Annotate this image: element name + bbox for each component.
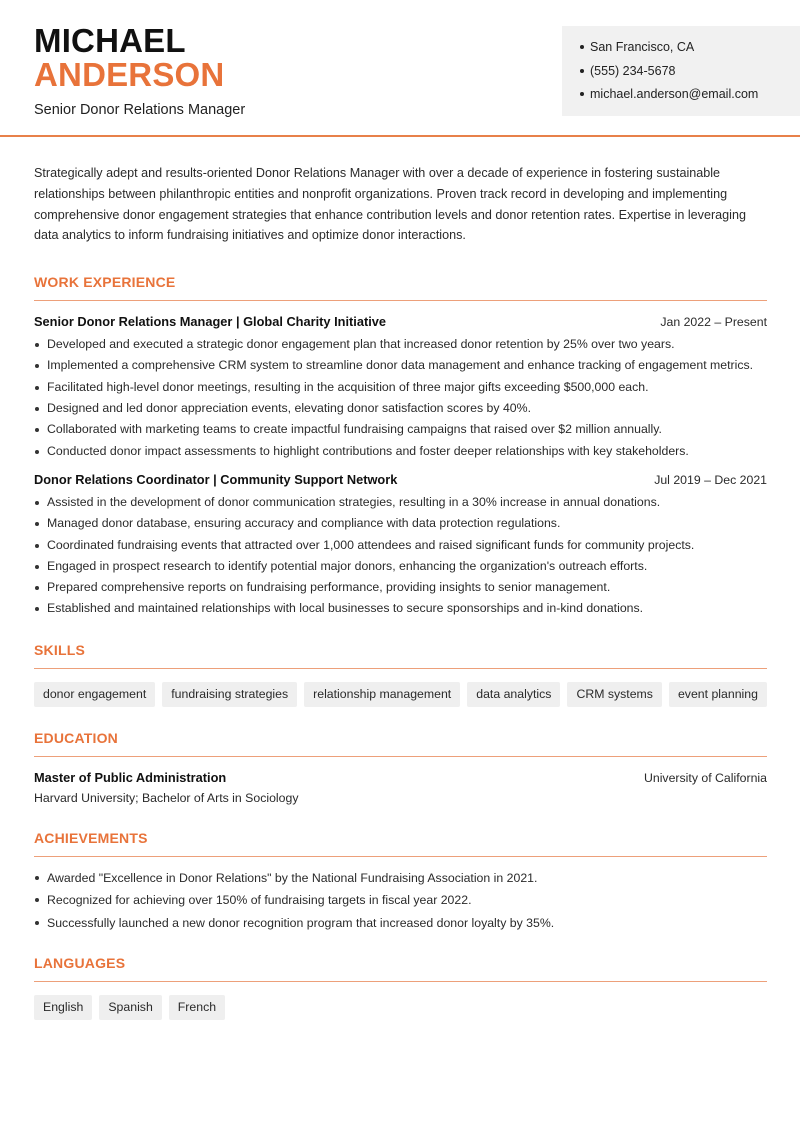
work-experience-section bbox=[34, 274, 767, 620]
list-item: Established and maintained relationships with local businesses to secure sponsorships and in-kind donations. bbox=[34, 598, 767, 619]
list-item: Implemented a comprehensive CRM system to streamline donor data management and enhance tracking of engagement metrics. bbox=[34, 355, 767, 376]
skill-tag: CRM systems bbox=[567, 682, 662, 707]
resume-body bbox=[34, 163, 767, 1020]
contact-email: michael.anderson@email.com bbox=[580, 86, 800, 110]
contact-phone: (555) 234-5678 bbox=[580, 63, 800, 87]
list-item: Managed donor database, ensuring accuracy and compliance with data protection regulations. bbox=[34, 513, 767, 534]
skills-tags bbox=[34, 682, 767, 707]
job-header bbox=[34, 314, 767, 329]
skill-tag: relationship management bbox=[304, 682, 460, 707]
education-header bbox=[34, 770, 767, 785]
list-item: Recognized for achieving over 150% of fundraising targets in fiscal year 2022. bbox=[34, 889, 767, 912]
summary: Strategically adept and results-oriented Donor Relations Manager with over a decade of experience in fostering sustainable relationships between philanthropic entities and nonprofit organizations. Proven track record in developing and implementing comprehensive donor engagement strategies that enhance contribution levels and donor retention rates. Expertise in leveraging data analytics to inform fundraising initiatives and optimize donor interactions. bbox=[34, 166, 746, 243]
section-title-achievements: ACHIEVEMENTS bbox=[34, 829, 148, 846]
list-item: Awarded "Excellence in Donor Relations" by the National Fundraising Association in 2021. bbox=[34, 867, 767, 890]
achievements-section bbox=[34, 830, 767, 935]
name-block bbox=[34, 24, 245, 118]
education-school: University of California bbox=[643, 770, 767, 785]
language-tag: English bbox=[34, 995, 92, 1020]
section-divider bbox=[34, 668, 767, 669]
job-role: Donor Relations Coordinator | Community Support Network bbox=[34, 471, 398, 487]
list-item: Facilitated high-level donor meetings, resulting in the acquisition of three major gifts exceeding $500,000 each. bbox=[34, 377, 767, 398]
job-entry bbox=[34, 472, 767, 620]
contact-list bbox=[580, 39, 800, 110]
section-divider bbox=[34, 300, 767, 301]
resume-header bbox=[0, 0, 800, 137]
section-title-skills: SKILLS bbox=[34, 641, 85, 658]
skill-tag: data analytics bbox=[467, 682, 560, 707]
section-title-work: WORK EXPERIENCE bbox=[34, 274, 176, 291]
job-entry bbox=[34, 314, 767, 462]
list-item: Developed and executed a strategic donor engagement plan that increased donor retention by 25% over two years. bbox=[34, 334, 767, 355]
section-title-education: EDUCATION bbox=[34, 729, 118, 746]
list-item: Successfully launched a new donor recognition program that increased donor loyalty by 35%. bbox=[34, 912, 767, 935]
languages-section bbox=[34, 955, 767, 1020]
education-detail: Harvard University; Bachelor of Arts in Sociology bbox=[34, 790, 299, 805]
list-item: Engaged in prospect research to identify potential major donors, enhancing the organization's outreach efforts. bbox=[34, 556, 767, 577]
skills-section bbox=[34, 642, 767, 707]
list-item: Prepared comprehensive reports on fundraising performance, providing insights to senior management. bbox=[34, 577, 767, 598]
language-tag: French bbox=[169, 995, 225, 1020]
list-item: Designed and led donor appreciation events, elevating donor satisfaction scores by 40%. bbox=[34, 398, 767, 419]
skill-tag: fundraising strategies bbox=[162, 682, 297, 707]
achievements-list bbox=[34, 867, 767, 935]
contact-box bbox=[562, 26, 800, 116]
job-bullets bbox=[34, 334, 767, 462]
section-title-languages: LANGUAGES bbox=[34, 955, 126, 972]
language-tag: Spanish bbox=[99, 995, 161, 1020]
job-role: Senior Donor Relations Manager | Global Charity Initiative bbox=[34, 314, 387, 330]
education-section bbox=[34, 730, 767, 805]
first-name: MICHAEL bbox=[34, 22, 186, 59]
job-dates: Jul 2019 – Dec 2021 bbox=[654, 472, 767, 487]
list-item: Conducted donor impact assessments to highlight contributions and foster deeper relationships with key stakeholders. bbox=[34, 441, 767, 462]
job-dates: Jan 2022 – Present bbox=[660, 315, 767, 330]
list-item: Coordinated fundraising events that attracted over 1,000 attendees and raised significant funds for community projects. bbox=[34, 535, 767, 556]
job-header bbox=[34, 472, 767, 487]
contact-location: San Francisco, CA bbox=[580, 39, 800, 63]
last-name: ANDERSON bbox=[34, 56, 225, 93]
education-degree: Master of Public Administration bbox=[34, 769, 227, 785]
job-bullets bbox=[34, 492, 767, 620]
section-divider bbox=[34, 756, 767, 757]
job-title: Senior Donor Relations Manager bbox=[34, 102, 246, 118]
section-divider bbox=[34, 981, 767, 982]
list-item: Assisted in the development of donor communication strategies, resulting in a 30% increase in annual donations. bbox=[34, 492, 767, 513]
skill-tag: event planning bbox=[669, 682, 767, 707]
skill-tag: donor engagement bbox=[34, 682, 155, 707]
language-tags bbox=[34, 995, 767, 1020]
list-item: Collaborated with marketing teams to create impactful fundraising campaigns that raised over $2 million annually. bbox=[34, 419, 767, 440]
section-divider bbox=[34, 856, 767, 857]
